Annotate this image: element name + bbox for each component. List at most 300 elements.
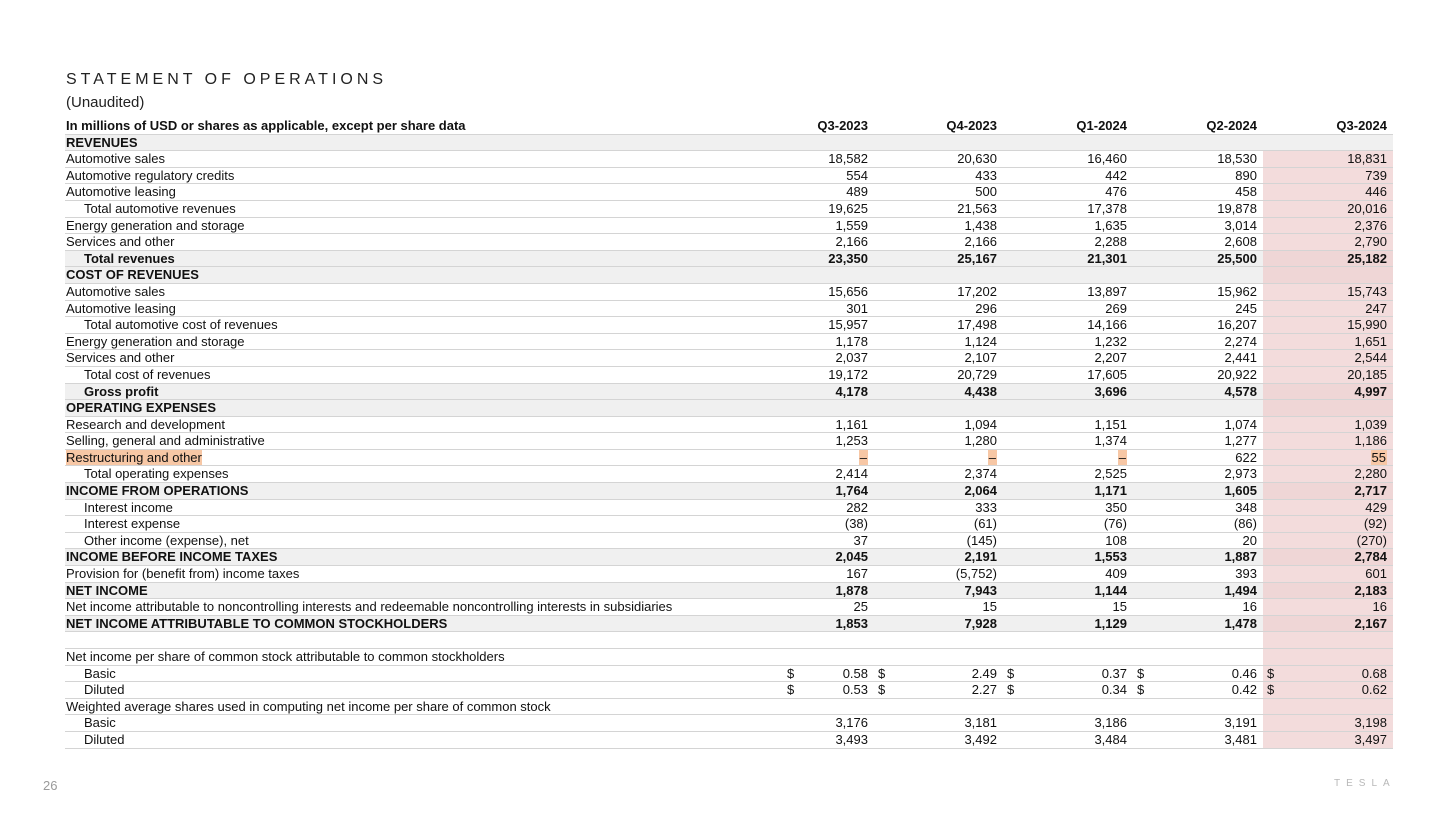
row-value: 2,973 bbox=[1224, 466, 1257, 482]
row-label-text: NET INCOME ATTRIBUTABLE TO COMMON STOCKHOLDERS bbox=[66, 615, 448, 631]
row-value: (86) bbox=[1233, 516, 1257, 532]
row-value-cell bbox=[1003, 549, 1133, 566]
row-value-cell bbox=[783, 483, 874, 500]
row-label bbox=[65, 731, 783, 748]
table-row bbox=[65, 184, 1393, 201]
row-label-text: INCOME FROM OPERATIONS bbox=[66, 483, 249, 499]
row-value-cell bbox=[1263, 449, 1393, 466]
row-label-text: Total automotive cost of revenues bbox=[84, 317, 278, 333]
row-value: 16,460 bbox=[1087, 151, 1127, 167]
row-label bbox=[65, 283, 783, 300]
row-value: 17,605 bbox=[1087, 366, 1127, 382]
header-label: In millions of USD or shares as applicable, except per share data bbox=[65, 118, 783, 134]
table-row bbox=[65, 516, 1393, 533]
row-value: 0.46 bbox=[1231, 665, 1257, 681]
row-value-cell bbox=[1263, 300, 1393, 317]
row-value: 433 bbox=[975, 167, 997, 183]
row-label-text: Interest income bbox=[84, 499, 173, 515]
row-value-cell bbox=[874, 433, 1003, 450]
row-value-cell bbox=[1133, 234, 1263, 251]
row-value: 3,696 bbox=[1094, 383, 1127, 399]
row-value: 1,161 bbox=[835, 416, 868, 432]
row-value: 4,178 bbox=[835, 383, 868, 399]
row-label bbox=[65, 267, 783, 284]
row-label-text: NET INCOME bbox=[66, 582, 148, 598]
table-row bbox=[65, 449, 1393, 466]
row-value-cell bbox=[1263, 731, 1393, 748]
row-label-text: Automotive sales bbox=[66, 283, 165, 299]
row-value: 37 bbox=[853, 532, 868, 548]
row-value: 2,790 bbox=[1354, 234, 1387, 250]
tesla-logo: TESLA bbox=[1334, 778, 1396, 789]
row-value: 4,997 bbox=[1354, 383, 1387, 399]
row-value-cell bbox=[1003, 366, 1133, 383]
row-value: 108 bbox=[1105, 532, 1127, 548]
row-value: 301 bbox=[846, 300, 868, 316]
table-header-row bbox=[65, 118, 1393, 134]
column-header-q2-2024: Q2-2024 bbox=[1133, 118, 1263, 134]
row-value-cell bbox=[874, 400, 1003, 417]
row-value-cell bbox=[1133, 665, 1263, 682]
row-value-cell bbox=[1263, 134, 1393, 151]
row-value: 15,962 bbox=[1217, 283, 1257, 299]
row-value-cell bbox=[783, 234, 874, 251]
row-label-text: Diluted bbox=[84, 682, 125, 698]
row-value: 446 bbox=[1365, 184, 1387, 200]
row-value-cell bbox=[1263, 383, 1393, 400]
row-value-cell bbox=[783, 400, 874, 417]
row-value-cell bbox=[783, 449, 874, 466]
row-value-cell bbox=[1263, 267, 1393, 284]
table-row bbox=[65, 300, 1393, 317]
row-value-cell bbox=[783, 300, 874, 317]
row-label-text: Energy generation and storage bbox=[66, 333, 245, 349]
row-label-text: Total revenues bbox=[84, 250, 175, 266]
row-label-text: Basic bbox=[84, 715, 116, 731]
row-value: 23,350 bbox=[828, 250, 868, 266]
row-value-cell bbox=[1133, 283, 1263, 300]
row-value-cell bbox=[874, 466, 1003, 483]
row-value-cell bbox=[1003, 234, 1133, 251]
row-value-cell bbox=[783, 715, 874, 732]
row-value-cell bbox=[1133, 615, 1263, 632]
row-value: 1,635 bbox=[1094, 217, 1127, 233]
row-value: 2,191 bbox=[964, 549, 997, 565]
row-value: 296 bbox=[975, 300, 997, 316]
row-value-cell bbox=[1003, 134, 1133, 151]
row-label bbox=[65, 615, 783, 632]
row-value-cell bbox=[1133, 250, 1263, 267]
row-value-cell bbox=[874, 317, 1003, 334]
currency-symbol: $ bbox=[878, 665, 886, 681]
row-value: 1,374 bbox=[1094, 433, 1127, 449]
row-value: 2,274 bbox=[1224, 333, 1257, 349]
row-value-cell bbox=[783, 665, 874, 682]
row-value-cell bbox=[1003, 731, 1133, 748]
row-value-cell bbox=[1133, 731, 1263, 748]
row-value-cell bbox=[874, 366, 1003, 383]
row-value: 622 bbox=[1235, 449, 1257, 465]
row-value: 25,500 bbox=[1217, 250, 1257, 266]
row-value-cell bbox=[874, 582, 1003, 599]
row-value: (5,752) bbox=[955, 566, 997, 582]
row-value-cell bbox=[1133, 466, 1263, 483]
row-value-cell bbox=[1003, 350, 1133, 367]
row-value-cell bbox=[1003, 151, 1133, 168]
row-label-text: Provision for (benefit from) income taxes bbox=[66, 566, 300, 582]
currency-symbol: $ bbox=[1007, 665, 1015, 681]
table-row bbox=[65, 433, 1393, 450]
table-row bbox=[65, 383, 1393, 400]
row-value-cell bbox=[1133, 549, 1263, 566]
row-value: 16,207 bbox=[1217, 317, 1257, 333]
row-value-cell bbox=[874, 549, 1003, 566]
row-label-text: Other income (expense), net bbox=[84, 532, 249, 548]
row-value: 1,232 bbox=[1094, 333, 1127, 349]
row-value: 1,277 bbox=[1224, 433, 1257, 449]
row-value-cell bbox=[783, 549, 874, 566]
row-label bbox=[65, 599, 783, 616]
column-header-q4-2023: Q4-2023 bbox=[874, 118, 1003, 134]
row-value-cell bbox=[1003, 599, 1133, 616]
table-row bbox=[65, 333, 1393, 350]
row-value: 18,582 bbox=[828, 151, 868, 167]
row-value-cell bbox=[1263, 649, 1393, 666]
row-label bbox=[65, 416, 783, 433]
row-label-text: Interest expense bbox=[84, 516, 181, 532]
row-label bbox=[65, 582, 783, 599]
row-value-cell bbox=[874, 134, 1003, 151]
table-row bbox=[65, 532, 1393, 549]
currency-symbol: $ bbox=[1137, 682, 1145, 698]
row-value-cell bbox=[1263, 549, 1393, 566]
row-value-cell bbox=[1003, 665, 1133, 682]
row-value-cell bbox=[1263, 167, 1393, 184]
row-value-cell bbox=[874, 599, 1003, 616]
row-label bbox=[65, 665, 783, 682]
row-value: 3,484 bbox=[1094, 731, 1127, 747]
row-label bbox=[65, 433, 783, 450]
row-value: 1,764 bbox=[835, 483, 868, 499]
row-value-cell bbox=[783, 134, 874, 151]
table-row bbox=[65, 615, 1393, 632]
row-value: 19,878 bbox=[1217, 200, 1257, 216]
row-label bbox=[65, 184, 783, 201]
currency-symbol: $ bbox=[787, 682, 795, 698]
row-label-text: Selling, general and administrative bbox=[66, 433, 265, 449]
row-value-cell bbox=[1133, 499, 1263, 516]
row-value-cell bbox=[1263, 466, 1393, 483]
row-label-text: Automotive leasing bbox=[66, 300, 176, 316]
row-value: 2,166 bbox=[964, 234, 997, 250]
row-label-text: Diluted bbox=[84, 731, 125, 747]
row-value: 19,625 bbox=[828, 200, 868, 216]
page-subtitle: (Unaudited) bbox=[66, 94, 145, 111]
row-value: 601 bbox=[1365, 566, 1387, 582]
row-value: 2,166 bbox=[835, 234, 868, 250]
row-value-cell bbox=[874, 449, 1003, 466]
row-value-cell bbox=[874, 283, 1003, 300]
row-value-cell bbox=[1003, 682, 1133, 699]
row-value: 247 bbox=[1365, 300, 1387, 316]
row-value: 1,853 bbox=[835, 615, 868, 631]
row-label bbox=[65, 532, 783, 549]
row-value-cell bbox=[1003, 383, 1133, 400]
row-value: 500 bbox=[975, 184, 997, 200]
row-value: 1,280 bbox=[964, 433, 997, 449]
row-value-cell bbox=[1133, 333, 1263, 350]
row-value-cell bbox=[1263, 682, 1393, 699]
row-value: 21,563 bbox=[957, 200, 997, 216]
row-value-cell bbox=[783, 649, 874, 666]
row-value-cell bbox=[1133, 300, 1263, 317]
row-value-cell bbox=[1263, 200, 1393, 217]
row-value: – bbox=[859, 449, 867, 465]
row-value: 348 bbox=[1235, 499, 1257, 515]
row-value-cell bbox=[874, 649, 1003, 666]
row-value-cell bbox=[1003, 499, 1133, 516]
table-row bbox=[65, 649, 1393, 666]
row-value-cell bbox=[1263, 400, 1393, 417]
table-row bbox=[65, 632, 1393, 649]
row-value: 2,064 bbox=[964, 483, 997, 499]
row-value: 16 bbox=[1242, 599, 1257, 615]
row-label bbox=[65, 566, 783, 583]
row-value-cell bbox=[1263, 665, 1393, 682]
row-value: (76) bbox=[1103, 516, 1127, 532]
row-label-text: Automotive regulatory credits bbox=[66, 167, 235, 183]
row-value: – bbox=[1118, 449, 1126, 465]
table-row bbox=[65, 350, 1393, 367]
row-label bbox=[65, 134, 783, 151]
table-row bbox=[65, 283, 1393, 300]
row-value-cell bbox=[1263, 433, 1393, 450]
row-value-cell bbox=[874, 184, 1003, 201]
row-value: 1,171 bbox=[1094, 483, 1127, 499]
row-value-cell bbox=[783, 682, 874, 699]
row-value-cell bbox=[1003, 433, 1133, 450]
row-value-cell bbox=[1133, 383, 1263, 400]
row-value-cell bbox=[783, 731, 874, 748]
row-value: 1,178 bbox=[835, 333, 868, 349]
row-value-cell bbox=[1133, 200, 1263, 217]
row-value-cell bbox=[1003, 184, 1133, 201]
row-value-cell bbox=[1003, 449, 1133, 466]
row-value-cell bbox=[1263, 516, 1393, 533]
row-value-cell bbox=[1003, 400, 1133, 417]
row-value: – bbox=[988, 449, 996, 465]
row-value: 15 bbox=[982, 599, 997, 615]
row-value: 2,037 bbox=[835, 350, 868, 366]
row-value-cell bbox=[1133, 267, 1263, 284]
row-value-cell bbox=[874, 566, 1003, 583]
row-label-text: Automotive sales bbox=[66, 151, 165, 167]
row-value-cell bbox=[783, 416, 874, 433]
row-value: 20,630 bbox=[957, 151, 997, 167]
row-value: 4,438 bbox=[964, 383, 997, 399]
row-value-cell bbox=[1133, 317, 1263, 334]
row-label-text: Total automotive revenues bbox=[84, 200, 236, 216]
row-value-cell bbox=[1263, 566, 1393, 583]
row-value-cell bbox=[874, 682, 1003, 699]
row-value: 20 bbox=[1242, 532, 1257, 548]
row-label bbox=[65, 167, 783, 184]
row-value: 1,478 bbox=[1224, 615, 1257, 631]
row-value-cell bbox=[1133, 134, 1263, 151]
row-value-cell bbox=[874, 532, 1003, 549]
column-header-q3-2023: Q3-2023 bbox=[783, 118, 874, 134]
row-value: 0.37 bbox=[1101, 665, 1127, 681]
row-value: (92) bbox=[1363, 516, 1387, 532]
row-value: 1,553 bbox=[1094, 549, 1127, 565]
row-value-cell bbox=[1263, 234, 1393, 251]
table-row bbox=[65, 267, 1393, 284]
row-value-cell bbox=[1263, 615, 1393, 632]
row-value-cell bbox=[1263, 250, 1393, 267]
row-value-cell bbox=[1003, 715, 1133, 732]
row-value-cell bbox=[874, 350, 1003, 367]
row-label-text: Weighted average shares used in computing net income per share of common stock bbox=[66, 698, 551, 714]
row-label bbox=[65, 698, 783, 715]
row-value-cell bbox=[1133, 184, 1263, 201]
row-value: 2.49 bbox=[971, 665, 997, 681]
row-value: 3,493 bbox=[835, 731, 868, 747]
row-value: 3,186 bbox=[1094, 715, 1127, 731]
row-label-text: Research and development bbox=[66, 416, 225, 432]
row-label bbox=[65, 234, 783, 251]
table-row bbox=[65, 400, 1393, 417]
row-value: 0.68 bbox=[1361, 665, 1387, 681]
table-row bbox=[65, 483, 1393, 500]
row-value: 429 bbox=[1365, 499, 1387, 515]
row-label-text: Restructuring and other bbox=[66, 449, 202, 465]
row-value-cell bbox=[1133, 698, 1263, 715]
row-value-cell bbox=[1263, 317, 1393, 334]
row-value: 0.62 bbox=[1361, 682, 1387, 698]
row-value: 282 bbox=[846, 499, 868, 515]
row-value: 17,202 bbox=[957, 283, 997, 299]
row-value-cell bbox=[783, 433, 874, 450]
row-value-cell bbox=[1133, 400, 1263, 417]
row-value: 2,280 bbox=[1354, 466, 1387, 482]
currency-symbol: $ bbox=[1007, 682, 1015, 698]
row-label-text: Net income per share of common stock attributable to common stockholders bbox=[66, 649, 505, 664]
row-value: (145) bbox=[966, 532, 997, 548]
table-row bbox=[65, 466, 1393, 483]
row-value-cell bbox=[1263, 217, 1393, 234]
table-row bbox=[65, 682, 1393, 699]
row-value-cell bbox=[1003, 250, 1133, 267]
row-value-cell bbox=[783, 466, 874, 483]
row-value-cell bbox=[783, 566, 874, 583]
table-row bbox=[65, 599, 1393, 616]
row-value: 15,957 bbox=[828, 317, 868, 333]
row-value: 167 bbox=[846, 566, 868, 582]
row-value-cell bbox=[1263, 333, 1393, 350]
table-row bbox=[65, 151, 1393, 168]
currency-symbol: $ bbox=[1267, 682, 1275, 698]
row-value-cell bbox=[1263, 715, 1393, 732]
row-value-cell bbox=[783, 200, 874, 217]
row-value-cell bbox=[874, 698, 1003, 715]
row-value-cell bbox=[1003, 632, 1133, 649]
table-row bbox=[65, 250, 1393, 267]
row-value-cell bbox=[1003, 582, 1133, 599]
table-row bbox=[65, 715, 1393, 732]
row-value: 16 bbox=[1372, 599, 1387, 615]
row-value-cell bbox=[1003, 698, 1133, 715]
row-value: 409 bbox=[1105, 566, 1127, 582]
table-row bbox=[65, 698, 1393, 715]
row-label bbox=[65, 682, 783, 699]
row-label-text: Services and other bbox=[66, 350, 175, 366]
row-value-cell bbox=[1003, 615, 1133, 632]
row-value: 15,743 bbox=[1347, 283, 1387, 299]
row-value-cell bbox=[1133, 649, 1263, 666]
row-value: 2,374 bbox=[964, 466, 997, 482]
row-value: 1,074 bbox=[1224, 416, 1257, 432]
row-value-cell bbox=[783, 615, 874, 632]
row-value-cell bbox=[783, 499, 874, 516]
row-value: 269 bbox=[1105, 300, 1127, 316]
row-value-cell bbox=[1263, 350, 1393, 367]
row-value: 3,176 bbox=[835, 715, 868, 731]
row-value: 0.53 bbox=[842, 682, 868, 698]
row-value-cell bbox=[783, 582, 874, 599]
row-label-text: Total cost of revenues bbox=[84, 366, 211, 382]
row-value: 1,253 bbox=[835, 433, 868, 449]
row-value-cell bbox=[874, 167, 1003, 184]
row-value-cell bbox=[1133, 566, 1263, 583]
column-header-q1-2024: Q1-2024 bbox=[1003, 118, 1133, 134]
row-value-cell bbox=[1003, 516, 1133, 533]
row-label bbox=[65, 366, 783, 383]
table-row bbox=[65, 200, 1393, 217]
row-label-text: Basic bbox=[84, 665, 116, 681]
row-value-cell bbox=[1003, 416, 1133, 433]
row-value: 3,492 bbox=[964, 731, 997, 747]
row-value-cell bbox=[1263, 366, 1393, 383]
row-value-cell bbox=[1133, 350, 1263, 367]
row-value: 0.34 bbox=[1101, 682, 1127, 698]
row-label bbox=[65, 151, 783, 168]
row-value: 18,831 bbox=[1347, 151, 1387, 167]
row-value: 3,198 bbox=[1354, 715, 1387, 731]
row-value: (61) bbox=[973, 516, 997, 532]
row-label bbox=[65, 317, 783, 334]
row-value: 1,186 bbox=[1354, 433, 1387, 449]
row-value-cell bbox=[783, 599, 874, 616]
currency-symbol: $ bbox=[1137, 665, 1145, 681]
row-label bbox=[65, 649, 783, 666]
row-label-text: INCOME BEFORE INCOME TAXES bbox=[66, 549, 278, 565]
table-row bbox=[65, 134, 1393, 151]
page-number: 26 bbox=[43, 778, 58, 793]
row-value: 333 bbox=[975, 499, 997, 515]
row-value-cell bbox=[783, 366, 874, 383]
table-row bbox=[65, 566, 1393, 583]
row-value: 15 bbox=[1112, 599, 1127, 615]
row-value: 20,922 bbox=[1217, 366, 1257, 382]
row-value: 14,166 bbox=[1087, 317, 1127, 333]
row-value-cell bbox=[783, 632, 874, 649]
row-value-cell bbox=[1003, 283, 1133, 300]
row-value-cell bbox=[1263, 532, 1393, 549]
row-value: 17,498 bbox=[957, 317, 997, 333]
row-value: 15,656 bbox=[828, 283, 868, 299]
row-value-cell bbox=[1263, 698, 1393, 715]
row-value-cell bbox=[783, 267, 874, 284]
